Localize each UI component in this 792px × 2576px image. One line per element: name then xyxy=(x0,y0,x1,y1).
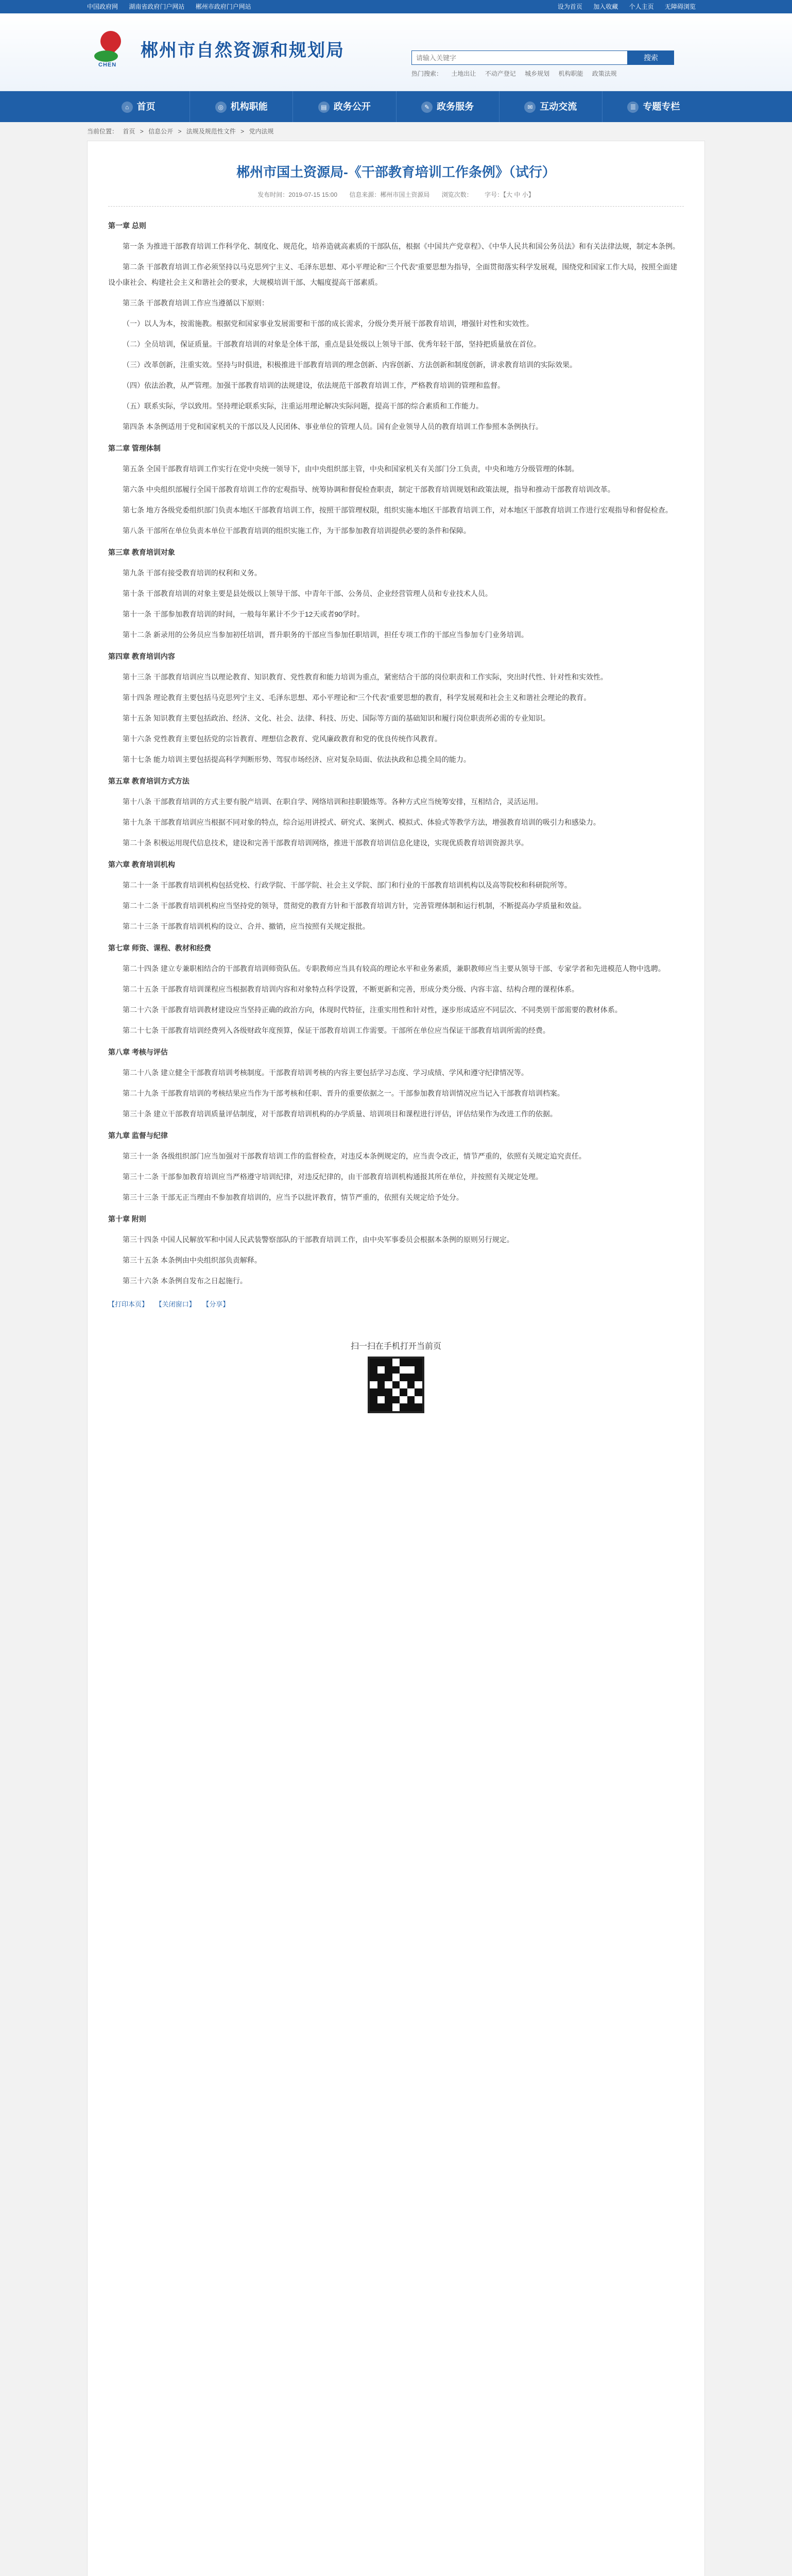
hot-search-item[interactable]: 城乡规划 xyxy=(525,70,550,77)
chapter-heading: 第十章 附则 xyxy=(108,1215,146,1223)
nav-topic[interactable]: ☰ 专题专栏 xyxy=(602,91,705,122)
article-paragraph: 第五条 全国干部教育培训工作实行在党中央统一领导下，由中央组织部主管，中央和国家机关有关部门分工负责，中央和地方分级管理的体制。 xyxy=(123,465,579,473)
article-paragraph: 第二十三条 干部教育培训机构的设立、合并、撤销，应当按照有关规定报批。 xyxy=(123,922,370,930)
chapter-heading: 第三章 教育培训对象 xyxy=(108,548,175,556)
article-paragraph: 第二十七条 干部教育培训经费列入各级财政年度预算，保证干部教育培训工作需要。干部所在单位应当保证干部教育培训所需的经费。 xyxy=(123,1026,550,1035)
article-paragraph: （四）依法治教，从严管理。加强干部教育培训的法规建设，依法规范干部教育培训工作，严格教育培训的管理和监督。 xyxy=(123,381,505,389)
publish-time: 发布时间：2019-07-15 15:00 xyxy=(257,191,337,198)
qr-code-icon xyxy=(368,1357,424,1413)
chat-icon: ✉ xyxy=(524,101,536,113)
nav-service[interactable]: ✎ 政务服务 xyxy=(397,91,500,122)
accessibility-link[interactable]: 无障碍浏览 xyxy=(664,3,696,10)
gov-link[interactable]: 中国政府网 xyxy=(87,3,118,10)
top-bar xyxy=(0,0,792,13)
close-window-button[interactable]: 【关闭窗口】 xyxy=(155,1300,196,1308)
breadcrumb: 当前位置： 首页 > 信息公开 > 法规及规范性文件 > 党内法规 xyxy=(87,128,274,135)
article-paragraph: 第十五条 知识教育主要包括政治、经济、文化、社会、法律、科技、历史、国际等方面的基础知识和履行岗位职责所必需的专业知识。 xyxy=(123,714,550,722)
article-meta xyxy=(108,190,684,207)
nav-home[interactable]: ⌂ 首页 xyxy=(87,91,190,122)
home-icon: ⌂ xyxy=(122,101,133,113)
article-paragraph: （二）全员培训，保证质量。干部教育培训的对象是全体干部，重点是县处级以上领导干部、优秀年轻干部，坚持把质量放在首位。 xyxy=(123,340,541,348)
info-source: 信息来源：郴州市国土资源局 xyxy=(349,191,430,198)
article-paragraph: 第七条 地方各级党委组织部门负责本地区干部教育培训工作，按照干部管理权限，组织实施本地区干部教育培训工作，对本地区干部教育培训工作进行宏观指导和督促检查。 xyxy=(123,506,673,514)
set-homepage-link[interactable]: 设为首页 xyxy=(557,3,582,10)
print-button[interactable]: 【打印本页】 xyxy=(108,1300,149,1308)
article xyxy=(87,141,705,2576)
article-paragraph: （一）以人为本，按需施教。根据党和国家事业发展需要和干部的成长需求，分级分类开展干部教育培训，增强针对性和实效性。 xyxy=(123,319,533,328)
article-paragraph: 第九条 干部有接受教育培训的权利和义务。 xyxy=(123,569,262,577)
article-paragraph: 第四条 本条例适用于党和国家机关的干部以及人民团体、事业单位的管理人员。国有企业领导人员的教育培训工作参照本条例执行。 xyxy=(123,422,543,431)
article-paragraph: 第三十四条 中国人民解放军和中国人民武装警察部队的干部教育培训工作，由中央军事委员会根据本条例的原则另行规定。 xyxy=(123,1235,514,1244)
doc-icon: ▤ xyxy=(318,101,330,113)
qr-section xyxy=(108,1340,684,1413)
search-area xyxy=(411,50,674,78)
org-icon: ◎ xyxy=(215,101,227,113)
chapter-heading: 第九章 监督与纪律 xyxy=(108,1131,168,1140)
article-paragraph: 第二十九条 干部教育培训的考核结果应当作为干部考核和任职、晋升的重要依据之一。干部参加教育培训情况应当记入干部教育培训档案。 xyxy=(123,1089,564,1097)
chapter-heading: 第五章 教育培训方式方法 xyxy=(108,777,190,785)
breadcrumb-public[interactable]: 信息公开 xyxy=(148,128,174,135)
article-paragraph: 第二十五条 干部教育培训课程应当根据教育培训内容和对象特点科学设置，不断更新和完善，形成分类分级、内容丰富、结构合理的课程体系。 xyxy=(123,985,579,993)
hot-search xyxy=(411,69,674,78)
logo-emblem-icon: CHEN xyxy=(87,28,134,69)
article-body xyxy=(108,218,684,1289)
chapter-heading: 第二章 管理体制 xyxy=(108,444,161,452)
chapter-heading: 第六章 教育培训机构 xyxy=(108,860,175,869)
article-paragraph: 第十三条 干部教育培训应当以理论教育、知识教育、党性教育和能力培训为重点，紧密结合干部的岗位职责和工作实际，突出时代性、针对性和实效性。 xyxy=(123,673,608,681)
article-paragraph: 第十四条 理论教育主要包括马克思列宁主义、毛泽东思想、邓小平理论和“三个代表”重要思想的教育，科学发展观和社会主义和谐社会理论的教育。 xyxy=(123,693,591,702)
article-paragraph: 第八条 干部所在单位负责本单位干部教育培训的组织实施工作，为干部参加教育培训提供必要的条件和保障。 xyxy=(123,527,471,535)
breadcrumb-regulations[interactable]: 法规及规范性文件 xyxy=(186,128,236,135)
nav-org[interactable]: ◎ 机构职能 xyxy=(190,91,293,122)
article-paragraph: 第十条 干部教育培训的对象主要是县处级以上领导干部、中青年干部、公务员、企业经营管理人员和专业技术人员。 xyxy=(123,589,492,598)
article-paragraph: 第十六条 党性教育主要包括党的宗旨教育、理想信念教育、党风廉政教育和党的优良传统作风教育。 xyxy=(123,735,442,743)
article-paragraph: 第十九条 干部教育培训应当根据不同对象的特点，综合运用讲授式、研究式、案例式、模拟式、体验式等教学方法，增强教育培训的吸引力和感染力。 xyxy=(123,818,600,826)
hot-search-item[interactable]: 土地出让 xyxy=(451,70,476,77)
article-paragraph: 第二十二条 干部教育培训机构应当坚持党的领导，贯彻党的教育方针和干部教育培训方针，完善管理体制和运行机制，不断提高办学质量和效益。 xyxy=(123,902,586,910)
main-nav xyxy=(0,91,792,122)
view-count: 浏览次数： xyxy=(441,191,473,198)
article-paragraph: 第十七条 能力培训主要包括提高科学判断形势、驾驭市场经济、应对复杂局面、依法执政和总揽全局的能力。 xyxy=(123,755,471,764)
service-icon: ✎ xyxy=(421,101,433,113)
article-paragraph: 第二十四条 建立专兼职相结合的干部教育培训师资队伍。专职教师应当具有较高的理论水平和业务素质，兼职教师应当主要从领导干部、专家学者和先进模范人物中选聘。 xyxy=(123,964,665,973)
share-button[interactable]: 【分享】 xyxy=(202,1300,230,1308)
topic-icon: ☰ xyxy=(627,101,639,113)
article-paragraph: 第三十一条 各级组织部门应当加强对干部教育培训工作的监督检查，对违反本条例规定的，应当责令改正，情节严重的，依照有关规定追究责任。 xyxy=(123,1152,586,1160)
nav-interact[interactable]: ✉ 互动交流 xyxy=(500,91,602,122)
hot-search-label: 热门搜索： xyxy=(411,70,443,77)
chapter-heading: 第四章 教育培训内容 xyxy=(108,652,175,660)
article-paragraph: 第三十六条 本条例自发布之日起施行。 xyxy=(123,1277,247,1285)
article-paragraph: 第三十五条 本条例由中央组织部负责解释。 xyxy=(123,1256,262,1264)
font-size-switch[interactable]: 字号：【大 中 小】 xyxy=(485,191,535,198)
city-link[interactable]: 郴州市政府门户网站 xyxy=(195,3,251,10)
article-paragraph: 第二十一条 干部教育培训机构包括党校、行政学院、干部学院、社会主义学院、部门和行业的干部教育培训机构以及高等院校和科研院所等。 xyxy=(123,881,572,889)
article-paragraph: 第二条 干部教育培训工作必须坚持以马克思列宁主义、毛泽东思想、邓小平理论和“三个代表”重要思想为指导，全面贯彻落实科学发展观，围绕党和国家工作大局，按照全面建设小康社会、构建社会主义和谐社会的要求，大规模培训干部、大幅度提高干部素质。 xyxy=(108,263,678,286)
article-paragraph: 第二十八条 建立健全干部教育培训考核制度。干部教育培训考核的内容主要包括学习态度、学习成绩、学风和遵守纪律情况等。 xyxy=(123,1069,528,1077)
province-link[interactable]: 湖南省政府门户网站 xyxy=(129,3,185,10)
article-paragraph: （三）改革创新，注重实效。坚持与时俱进，积极推进干部教育培训的理念创新、内容创新、方法创新和制度创新，讲求教育培训的实际效果。 xyxy=(123,361,577,369)
qr-label: 扫一扫在手机打开当前页 xyxy=(350,1342,441,1351)
hot-search-item[interactable]: 机构职能 xyxy=(558,70,583,77)
hot-search-item[interactable]: 不动产登记 xyxy=(485,70,516,77)
article-paragraph: （五）联系实际，学以致用。坚持理论联系实际，注重运用理论解决实际问题，提高干部的综合素质和工作能力。 xyxy=(123,402,483,410)
search-button[interactable]: 搜索 xyxy=(628,50,674,65)
chapter-heading: 第一章 总则 xyxy=(108,222,146,230)
site-header xyxy=(0,13,792,91)
article-paragraph: 第一条 为推进干部教育培训工作科学化、制度化、规范化，培养造就高素质的干部队伍，根据《中国共产党章程》、《中华人民共和国公务员法》和有关法律法规，制定本条例。 xyxy=(123,242,680,250)
search-input[interactable] xyxy=(411,50,628,65)
article-paragraph: 第十一条 干部参加教育培训的时间，一般每年累计不少于12天或者90学时。 xyxy=(123,610,365,618)
chapter-heading: 第八章 考核与评估 xyxy=(108,1048,168,1056)
site-logo[interactable] xyxy=(87,28,345,69)
add-favorite-link[interactable]: 加入收藏 xyxy=(593,3,618,10)
article-paragraph: 第六条 中央组织部履行全国干部教育培训工作的宏观指导、统筹协调和督促检查职责，制定干部教育培训规划和政策法规，指导和推动干部教育培训改革。 xyxy=(123,485,615,494)
article-paragraph: 第三十二条 干部参加教育培训应当严格遵守培训纪律，对违反纪律的，由干部教育培训机构通报其所在单位，并按照有关规定处理。 xyxy=(123,1173,543,1181)
chapter-heading: 第七章 师资、课程、教材和经费 xyxy=(108,944,211,952)
breadcrumb-current[interactable]: 党内法规 xyxy=(249,128,274,135)
article-title: 郴州市国土资源局-《干部教育培训工作条例》（试行） xyxy=(236,164,556,180)
site-name: 郴州市自然资源和规划局 xyxy=(141,40,345,60)
article-paragraph: 第十八条 干部教育培训的方式主要有脱产培训、在职自学、网络培训和挂职锻炼等。各种方式应当统筹安排，互相结合，灵活运用。 xyxy=(123,798,543,806)
article-paragraph: 第三十条 建立干部教育培训质量评估制度，对干部教育培训机构的办学质量、培训项目和课程进行评估，评估结果作为改进工作的依据。 xyxy=(123,1110,557,1118)
article-paragraph: 第二十条 积极运用现代信息技术，建设和完善干部教育培训网络，推进干部教育培训信息化建设，实现优质教育培训资源共享。 xyxy=(123,839,528,847)
article-paragraph: 第三十三条 干部无正当理由不参加教育培训的，应当予以批评教育，情节严重的，依照有关规定给予处分。 xyxy=(123,1193,463,1201)
hot-search-item[interactable]: 政策法规 xyxy=(592,70,617,77)
breadcrumb-home[interactable]: 首页 xyxy=(123,128,135,135)
article-paragraph: 第十二条 新录用的公务员应当参加初任培训，晋升职务的干部应当参加任职培训，担任专项工作的干部应当参加专门业务培训。 xyxy=(123,631,528,639)
nav-public[interactable]: ▤ 政务公开 xyxy=(293,91,396,122)
article-paragraph: 第二十六条 干部教育培训教材建设应当坚持正确的政治方向，体现时代特征，注重实用性和针对性，逐步形成适应不同层次、不同类别干部需要的教材体系。 xyxy=(123,1006,622,1014)
article-tools xyxy=(108,1299,684,1309)
personal-page-link[interactable]: 个人主页 xyxy=(629,3,654,10)
article-paragraph: 第三条 干部教育培训工作应当遵循以下原则： xyxy=(123,299,269,307)
